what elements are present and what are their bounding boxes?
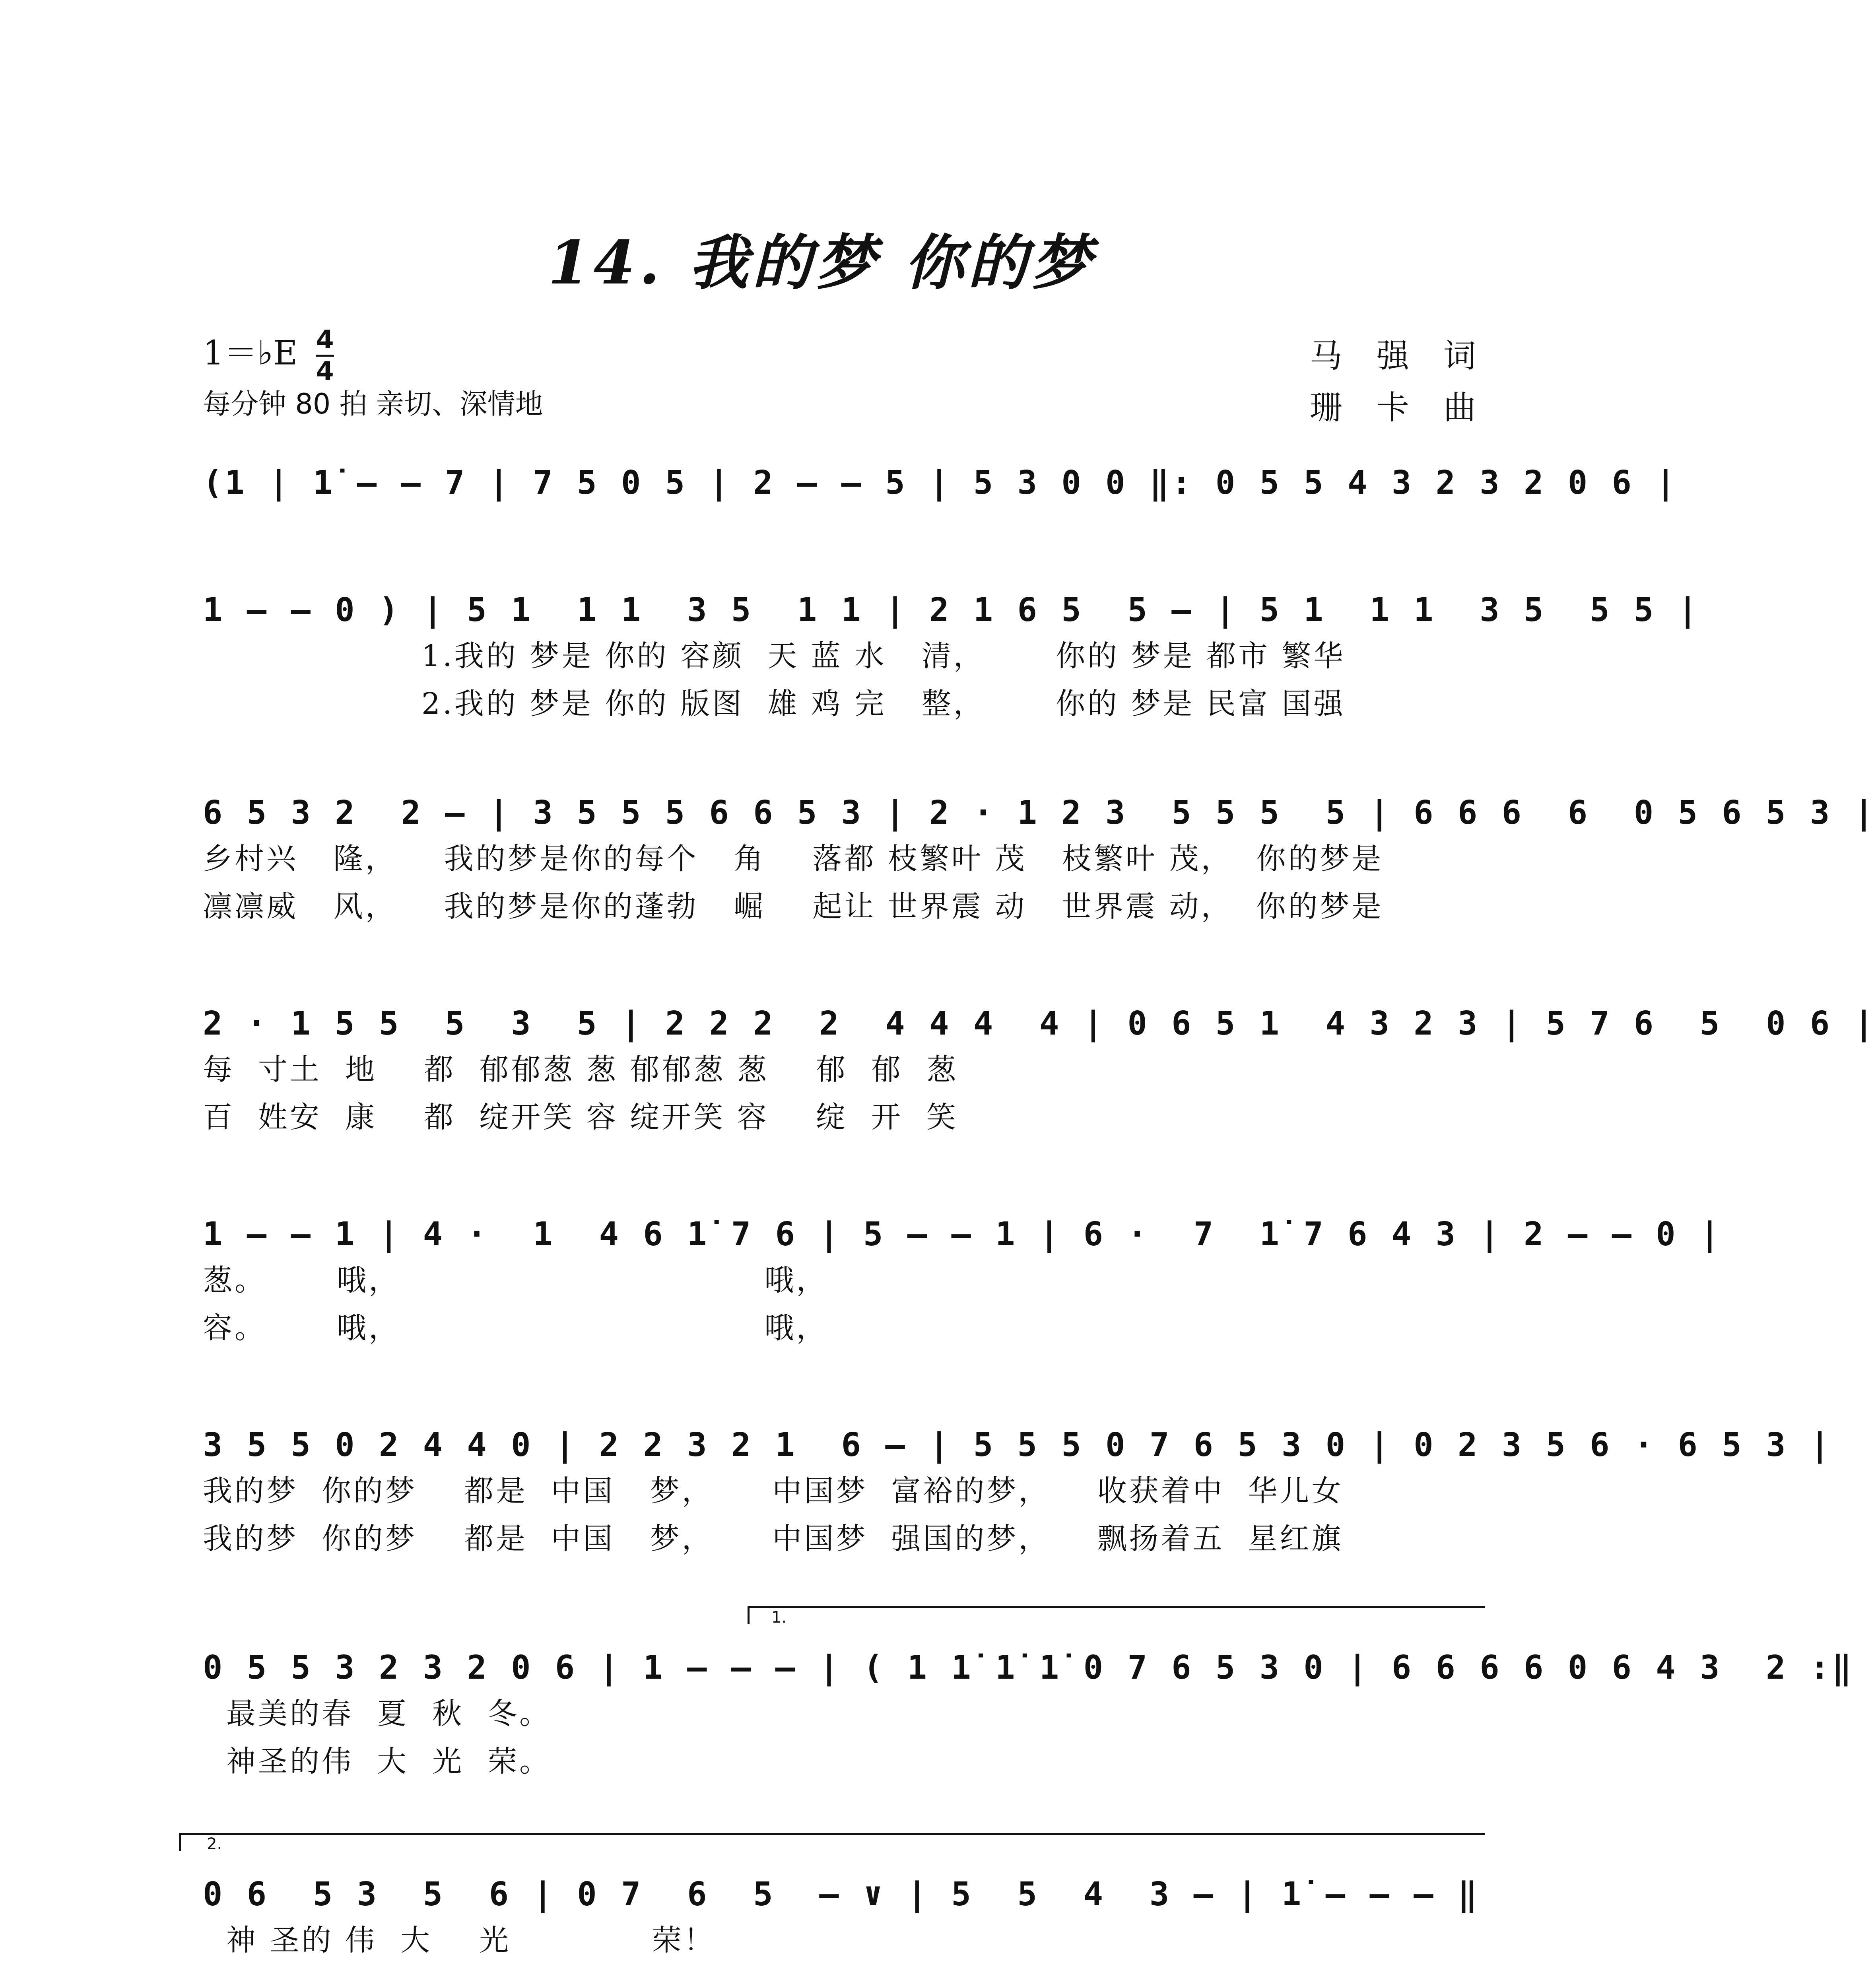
notation-line: 6 5 3 2 2 – | 3 5 5 5 6 6 5 3 | 2 · 1 2 3 5 5 5 5 | 6 6 6 6 0 5 6 5 3 |	[203, 794, 1876, 832]
time-sig-bottom: 4	[316, 357, 334, 386]
notation-line: 2 · 1 5 5 5 3 5 | 2 2 2 2 4 4 4 4 | 0 6 5 1 4 3 2 3 | 5 7 6 5 0 6 |	[203, 1005, 1876, 1043]
notation-line: 1 – – 1 | 4 · 1 4 6 1̇ 7 6 | 5 – – 1 | 6 · 7 1̇ 7 6 4 3 | 2 – – 0 |	[203, 1215, 1722, 1253]
lyric-verse-1: 葱。 哦， 哦，	[203, 1263, 828, 1297]
second-ending-bracket	[179, 1833, 1485, 1851]
lyric-verse-1: 我的梦 你的梦 都是 中国 梦， 中国梦 富裕的梦， 收获着中 华儿女	[203, 1474, 1344, 1508]
lyric-verse-2: 百 姓安 康 都 绽开笑 容 绽开笑 容 绽 开 笑	[203, 1100, 958, 1134]
lyric-verse-1: 最美的春 夏 秋 冬。	[203, 1697, 552, 1731]
notation-line: 0 5 5 3 2 3 2 0 6 | 1 – – – | ( 1 1̇ 1̇ 1̇ 0 7 6 5 3 0 | 6 6 6 6 0 6 4 3 2 :‖	[203, 1649, 1854, 1687]
composer-credit: 珊 卡 曲	[1309, 389, 1488, 427]
lyric-verse-2: 容。 哦， 哦，	[203, 1311, 828, 1345]
lyric-verse-1: 每 寸土 地 都 郁郁葱 葱 郁郁葱 葱 郁 郁 葱	[203, 1052, 958, 1087]
song-title: 14. 我的梦 你的梦	[548, 228, 1095, 298]
lyric-verse-1: 乡村兴 隆， 我的梦是你的每个 角 落都 枝繁叶 茂 枝繁叶 茂， 你的梦是	[203, 842, 1384, 876]
time-sig-top: 4	[316, 325, 334, 355]
lyric-verse-2: 2.我的 梦是 你的 版图 雄 鸡 完 整， 你的 梦是 民富 国强	[421, 687, 1346, 721]
second-ending-number: 2.	[207, 1835, 222, 1853]
time-signature	[316, 326, 334, 385]
first-ending-bracket	[748, 1606, 1485, 1624]
key-signature	[203, 326, 334, 385]
lyric-verse-1: 1.我的 梦是 你的 容颜 天 蓝 水 清， 你的 梦是 都市 繁华	[421, 639, 1346, 673]
first-ending-number: 1.	[771, 1608, 787, 1627]
tempo-marking: 每分钟 80 拍 亲切、深情地	[203, 388, 543, 420]
lyricist-credit: 马 强 词	[1309, 337, 1488, 375]
notation-line: 1 – – 0 ) | 5 1 1 1 3 5 1 1 | 2 1 6 5 5 – | 5 1 1 1 3 5 5 5 |	[203, 591, 1700, 629]
notation-line: 0 6 5 3 5 6 | 0 7 6 5 – ∨ | 5 5 4 3 – | 1̇ – – – ‖	[203, 1875, 1480, 1913]
notation-line: (1 | 1̇ – – 7 | 7 5 0 5 | 2 – – 5 | 5 3 0 0 ‖: 0 5 5 4 3 2 3 2 0 6 |	[203, 464, 1678, 502]
lyric-verse-1: 神 圣的 伟 大 光 荣！	[203, 1923, 716, 1957]
notation-line: 3 5 5 0 2 4 4 0 | 2 2 3 2 1 6 – | 5 5 5 0 7 6 5 3 0 | 0 2 3 5 6 · 6 5 3 |	[203, 1426, 1832, 1464]
lyric-verse-2: 神圣的伟 大 光 荣。	[203, 1744, 552, 1778]
lyric-verse-2: 我的梦 你的梦 都是 中国 梦， 中国梦 强国的梦， 飘扬着五 星红旗	[203, 1522, 1344, 1556]
lyric-verse-2: 凛凛威 风， 我的梦是你的蓬勃 崛 起让 世界震 动 世界震 动， 你的梦是	[203, 889, 1384, 924]
key-label: 1＝♭E	[203, 333, 298, 373]
